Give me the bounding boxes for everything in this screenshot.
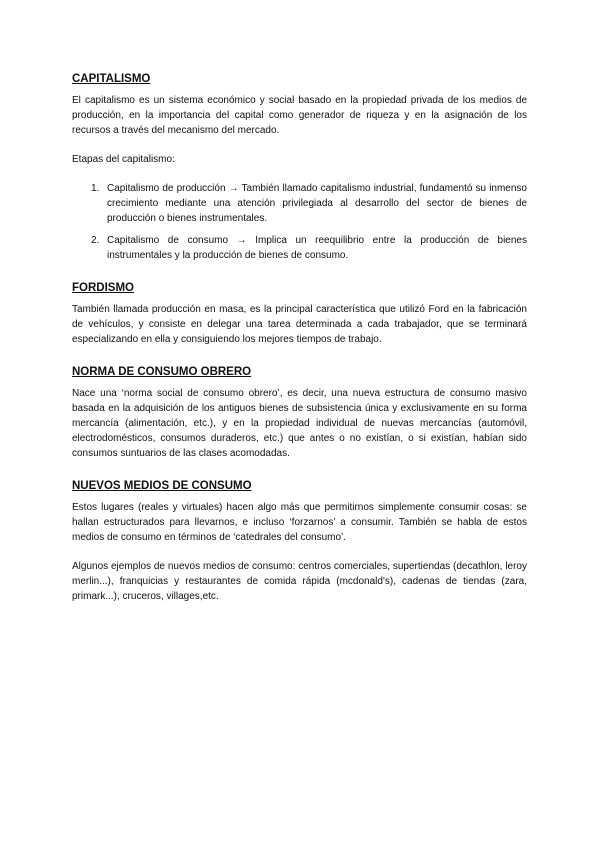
heading-capitalismo: CAPITALISMO bbox=[72, 73, 151, 85]
section-norma-consumo-obrero bbox=[72, 364, 527, 461]
heading-nuevos-medios: NUEVOS MEDIOS DE CONSUMO bbox=[72, 480, 252, 492]
paragraph-norma-consumo-obrero: Nace una ‘norma social de consumo obrero’, es decir, una nueva estructura de consumo masivo basada en la adquisición de los antiguos bienes de subsistencia única y exclusivamente en su forma mercancía (alimentación, etc.), y en la propiedad individual de nuevas mercancías (automóvil, electrodomésticos, consumos duraderos, etc.) que antes o no existían, o si existían, habían sido consumos suntuarios de las clases acomodadas. bbox=[72, 388, 527, 459]
spacer bbox=[72, 167, 527, 181]
list-item-text: Capitalismo de consumo → Implica un reequilibrio entre la producción de bienes instrumentales y la producción de bienes de consumo. bbox=[107, 235, 527, 261]
heading-fordismo: FORDISMO bbox=[72, 282, 134, 294]
document-page bbox=[72, 71, 527, 621]
spacer bbox=[72, 545, 527, 559]
stages-intro: Etapas del capitalismo: bbox=[72, 154, 175, 165]
paragraph-capitalismo: El capitalismo es un sistema económico y social basado en la propiedad privada de los medios de producción, en la importancia del capital como generador de riqueza y en la asignación de los recursos a través del mecanismo del mercado. bbox=[72, 95, 527, 136]
section-capitalismo bbox=[72, 71, 527, 263]
list-number: 2. bbox=[91, 235, 100, 246]
paragraph-fordismo: También llamada producción en masa, es la principal característica que utilizó Ford en la fabricación de vehículos, y consiste en delegar una tarea determinada a cada trabajador, que se terminará especializando en ella y consiguiendo los mejores tiempos de trabajo. bbox=[72, 304, 527, 345]
list-item-text: Capitalismo de producción → También llamado capitalismo industrial, fundamentó su inmenso crecimiento mediante una atención privilegiada al desarrollo del sector de bienes de producción o bienes instrumentales. bbox=[107, 183, 527, 224]
heading-norma-consumo-obrero: NORMA DE CONSUMO OBRERO bbox=[72, 366, 252, 378]
section-nuevos-medios bbox=[72, 478, 527, 604]
spacer bbox=[72, 138, 527, 152]
paragraph-nuevos-medios-1: Estos lugares (reales y virtuales) hacen algo más que permitirnos simplemente consumir cosas: se hallan estructurados para llevarnos, e incluso ‘forzarnos’ a consumir. También se habla de estos medios de consumo en términos de ‘catedrales del consumo’. bbox=[72, 502, 527, 543]
stages-list bbox=[72, 181, 527, 263]
list-number: 1. bbox=[91, 183, 100, 194]
section-fordismo bbox=[72, 280, 527, 347]
list-item bbox=[93, 233, 527, 263]
list-item bbox=[93, 181, 527, 226]
paragraph-nuevos-medios-2: Algunos ejemplos de nuevos medios de consumo: centros comerciales, supertiendas (decathlon, leroy merlin...), franquicias y restaurantes de comida rápida (mcdonald's), cadenas de tiendas (zara, primark...), cruceros, villages,etc. bbox=[72, 561, 527, 602]
